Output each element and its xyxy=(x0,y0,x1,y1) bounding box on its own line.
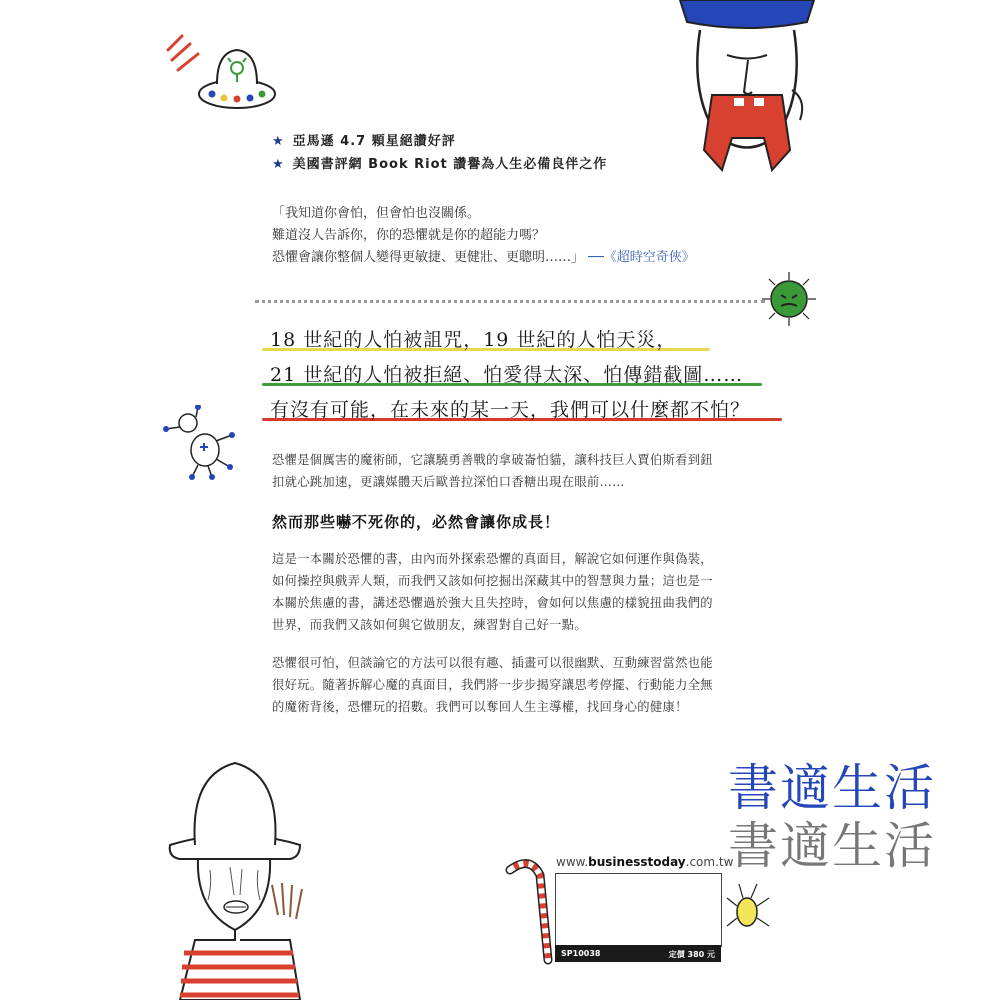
virus-illustration xyxy=(760,270,818,328)
barcode-box xyxy=(555,873,722,947)
publisher-url xyxy=(556,855,733,869)
paragraph-line: 世界，而我們又該如何與它做朋友，練習對自己好一點。 xyxy=(272,618,587,632)
quote-line: 難道沒人告訴你，你的恐懼就是你的超能力嗎？ xyxy=(272,228,546,243)
star-icon: ★ xyxy=(272,157,285,172)
award-text: 美國書評網 Book Riot 讚譽為人生必備良伴之作 xyxy=(292,157,608,172)
paragraph-line: 恐懼很可怕，但談論它的方法可以很有趣、插畫可以很幽默、互動練習當然也能 xyxy=(272,656,713,670)
intro-paragraph xyxy=(272,449,772,493)
quote-source: ──《超時空奇俠》 xyxy=(588,250,695,265)
body-paragraph-2 xyxy=(272,652,772,718)
url-prefix: www. xyxy=(556,855,589,869)
paragraph-line: 如何操控與戲弄人類，而我們又該如何挖掘出深藏其中的智慧與力量；這也是一 xyxy=(272,574,713,588)
body-paragraph-1 xyxy=(272,548,772,636)
ufo-illustration xyxy=(162,22,280,114)
hat-character-illustration xyxy=(150,735,320,1000)
paragraph-line: 很好玩。隨著拆解心魔的真面目，我們將一步步揭穿讓思考停擺、行動能力全無 xyxy=(272,678,713,692)
price-label: 定價 380 元 xyxy=(668,950,715,959)
headline-line-3: 有沒有可能，在未來的某一天，我們可以什麼都不怕？ xyxy=(270,399,751,421)
brand-logo-blue: 書適生活 xyxy=(728,759,936,817)
dotted-divider xyxy=(255,300,765,303)
doodle-creature-illustration xyxy=(160,405,240,480)
headline-line-1: 18 世紀的人怕被詛咒，19 世紀的人怕天災， xyxy=(270,329,677,351)
brand-logo-gray: 書適生活 xyxy=(728,817,936,875)
headline-line-2: 21 世紀的人怕被拒絕、怕愛得太深、怕傳錯截圖…… xyxy=(270,364,744,386)
award-line-1 xyxy=(272,130,456,149)
upside-down-face-illustration xyxy=(672,0,822,175)
paragraph-line: 恐懼是個厲害的魔術師，它讓驍勇善戰的拿破崙怕貓，讓科技巨人賈伯斯看到鈕 xyxy=(272,453,713,467)
subheading: 然而那些嚇不死你的，必然會讓你成長！ xyxy=(272,513,561,531)
paragraph-line: 扣就心跳加速，更讓媒體天后歐普拉深怕口香糖出現在眼前…… xyxy=(272,475,625,489)
star-icon: ★ xyxy=(272,134,285,149)
quote-line-with-source xyxy=(272,247,832,269)
paragraph-line: 的魔術背後，恐懼玩的招數。我們可以奪回人生主導權，找回身心的健康！ xyxy=(272,700,688,714)
award-line-2 xyxy=(272,153,607,172)
bug-illustration xyxy=(725,880,775,940)
award-text: 亞馬遜 4.7 顆星絕讚好評 xyxy=(292,134,456,149)
quote-block xyxy=(272,203,832,269)
price-bar xyxy=(555,945,721,962)
url-domain: businesstoday xyxy=(588,855,686,869)
sku-code: SP10038 xyxy=(561,949,601,958)
url-suffix: .com.tw xyxy=(685,855,734,869)
paragraph-line: 本關於焦慮的書，講述恐懼過於強大且失控時，會如何以焦慮的樣貌扭曲我們的 xyxy=(272,596,713,610)
paragraph-line: 這是一本關於恐懼的書，由內而外探索恐懼的真面目，解說它如何運作與偽裝， xyxy=(272,552,713,566)
quote-line: 「我知道你會怕，但會怕也沒關係。 xyxy=(272,206,481,221)
quote-line: 恐懼會讓你整個人變得更敏捷、更健壯、更聰明……」 xyxy=(272,250,585,265)
